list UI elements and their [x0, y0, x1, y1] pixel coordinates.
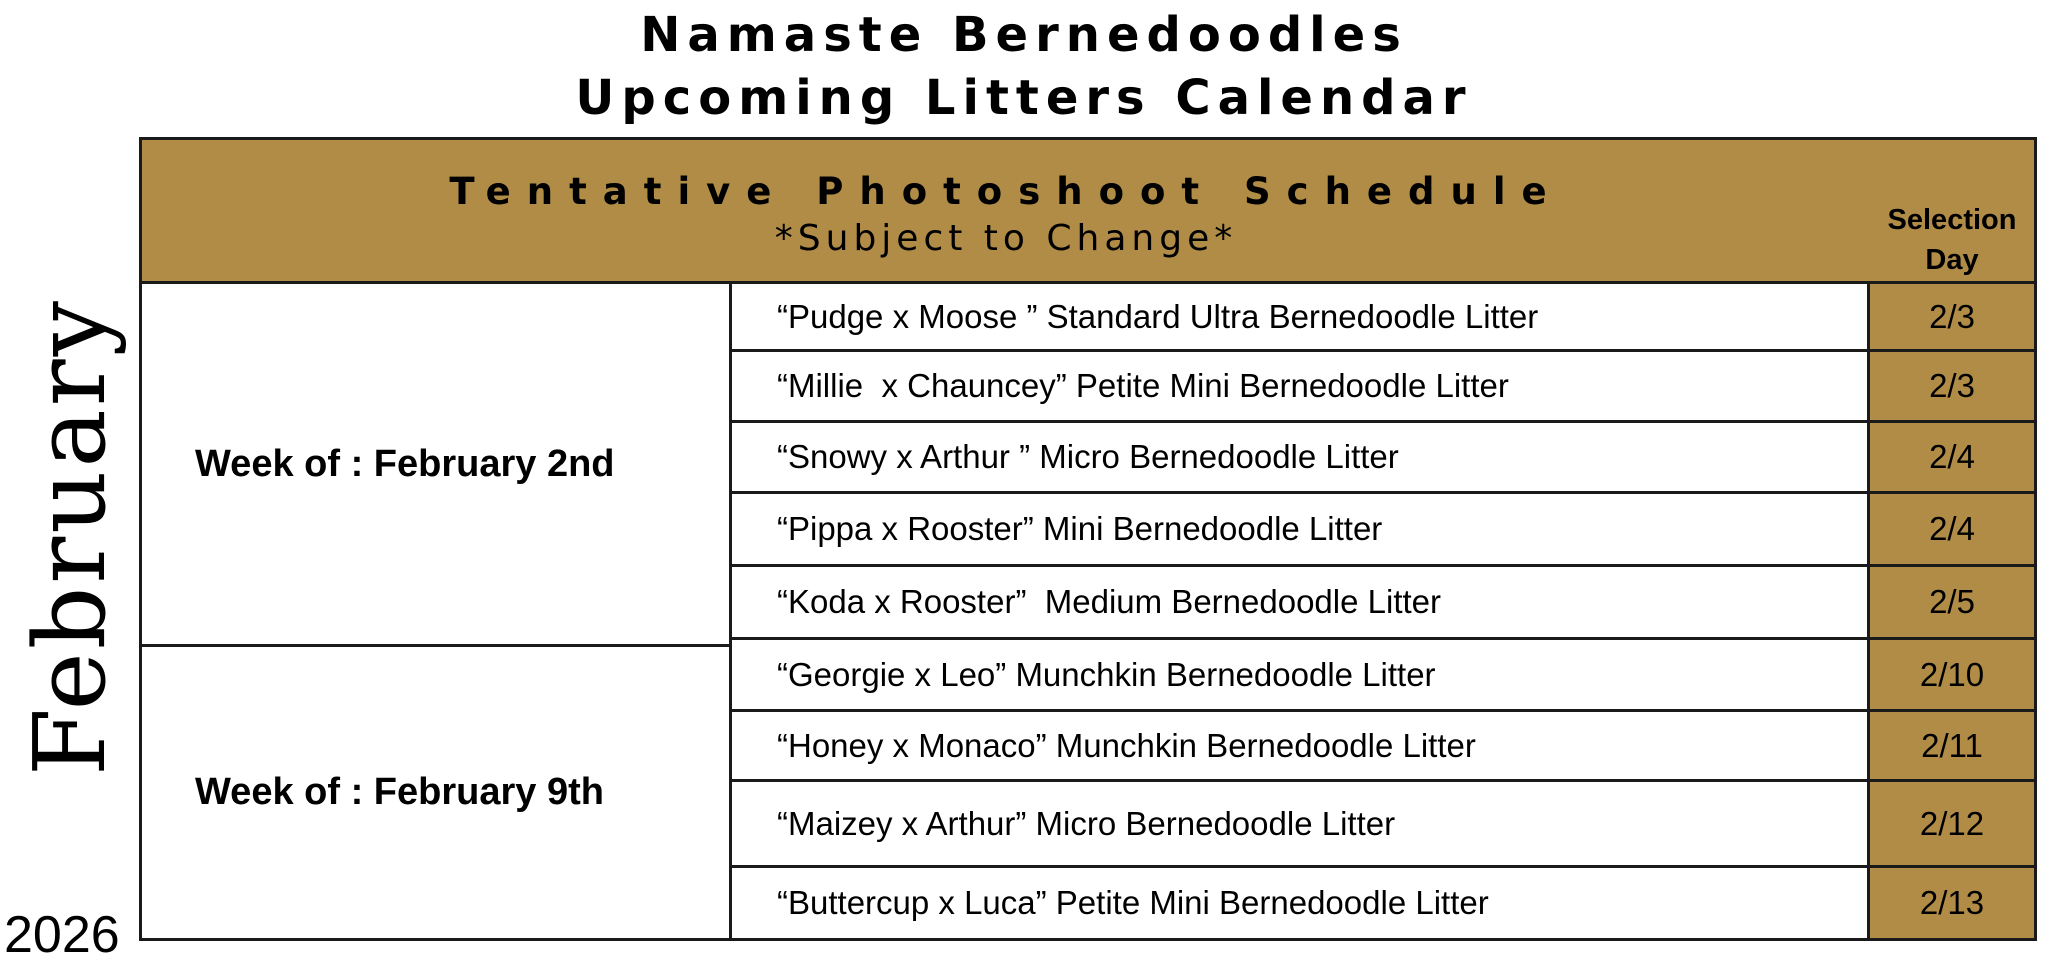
litter-name: “Georgie x Leo” Munchkin Bernedoodle Litter: [732, 640, 1870, 709]
page-subtitle: Upcoming Litters Calendar: [575, 70, 1473, 126]
selection-day: 2/13: [1870, 868, 2034, 938]
selection-day-line2: Day: [1925, 244, 1979, 276]
litter-name: “Buttercup x Luca” Petite Mini Bernedoodle Litter: [732, 868, 1870, 938]
table-header: [142, 140, 2034, 284]
selection-day: 2/3: [1870, 352, 2034, 420]
table-row: [732, 712, 2034, 782]
selection-day: 2/12: [1870, 782, 2034, 865]
selection-day: 2/11: [1870, 712, 2034, 779]
selection-day: 2/4: [1870, 423, 2034, 491]
litter-name: “Pippa x Rooster” Mini Bernedoodle Litter: [732, 494, 1870, 564]
month-label: [14, 298, 128, 776]
schedule-title: Tentative Photoshoot Schedule: [449, 170, 1563, 213]
table-row: [732, 423, 2034, 494]
week-label: Week of : February 9th: [195, 771, 604, 813]
litter-name: “Pudge x Moose ” Standard Ultra Bernedoodle Litter: [732, 284, 1870, 349]
selection-day: 2/10: [1870, 640, 2034, 709]
table-row: [732, 640, 2034, 712]
week-label: Week of : February 2nd: [195, 442, 615, 485]
month-text: February: [14, 298, 128, 776]
year-label: 2026: [4, 906, 120, 964]
table-row: [732, 868, 2034, 938]
selection-day-header: [1870, 200, 2034, 280]
selection-day: 2/5: [1870, 567, 2034, 637]
table-row: [732, 567, 2034, 640]
selection-day-line1: Selection: [1887, 204, 2017, 236]
table-row: [732, 284, 2034, 352]
calendar-table: [139, 137, 2037, 941]
litter-name: “Maizey x Arthur” Micro Bernedoodle Litter: [732, 782, 1870, 865]
table-row: [732, 352, 2034, 423]
litter-name: “Millie x Chauncey” Petite Mini Bernedoodle Litter: [732, 352, 1870, 420]
litter-name: “Koda x Rooster” Medium Bernedoodle Litter: [732, 567, 1870, 637]
table-row: [732, 782, 2034, 868]
litter-name: “Snowy x Arthur ” Micro Bernedoodle Litter: [732, 423, 1870, 491]
week-cell-feb-2: [142, 284, 732, 647]
page-title: Namaste Bernedoodles: [640, 7, 1408, 63]
schedule-disclaimer: *Subject to Change*: [774, 218, 1238, 259]
litter-name: “Honey x Monaco” Munchkin Bernedoodle Litter: [732, 712, 1870, 779]
selection-day: 2/3: [1870, 284, 2034, 349]
selection-day: 2/4: [1870, 494, 2034, 564]
week-cell-feb-9: [142, 647, 732, 938]
table-row: [732, 494, 2034, 567]
